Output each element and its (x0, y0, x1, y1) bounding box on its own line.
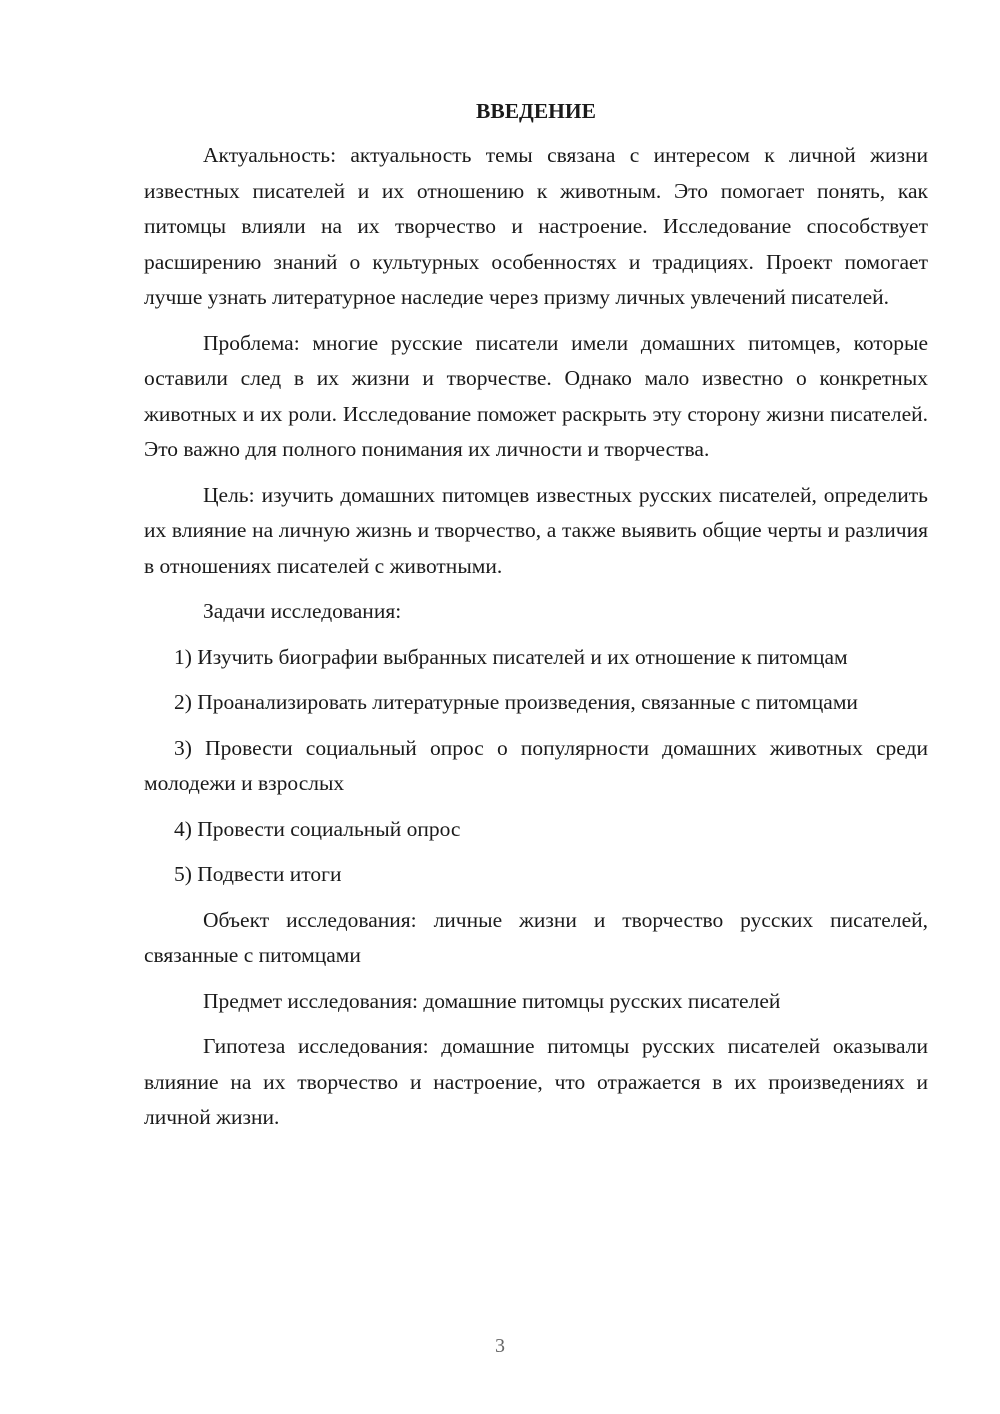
page-number: 3 (495, 1335, 505, 1357)
hypothesis-paragraph: Гипотеза исследования: домашние питомцы русских писателей оказывали влияние на их творчество и настроение, что отражается в их произведениях и личной жизни. (144, 1034, 928, 1129)
problem-paragraph: Проблема: многие русские писатели имели домашних питомцев, которые оставили след в их жизни и творчестве. Однако мало известно о конкретных животных и их роли. Исследование поможет раскрыть эту сторону жизни писателей. Это важно для полного понимания их личности и творчества. (144, 330, 928, 461)
goal-paragraph: Цель: изучить домашних питомцев известных русских писателей, определить их влияние на личную жизнь и творчество, а также выявить общие черты и различия в отношениях писателей с животными. (144, 482, 928, 578)
task-item-2: 2) Проанализировать литературные произведения, связанные с питомцами (174, 690, 858, 714)
task-item-3: 3) Провести социальный опрос о популярности домашних животных среди молодежи и взрослых (144, 735, 928, 795)
subject-paragraph: Предмет исследования: домашние питомцы русских писателей (203, 988, 781, 1013)
relevance-paragraph: Актуальность: актуальность темы связана с интересом к личной жизни известных писателей и их отношению к животным. Это помогает понять, как питомцы влияли на их творчество и настроение. Исследование способствует расширению знаний о культурных особенностях и традициях. Проект помогает лучше узнать литературное наследие через призму личных увлечений писателей. (144, 143, 928, 309)
page-title: ВВЕДЕНИЕ (476, 99, 596, 123)
task-item-5: 5) Подвести итоги (174, 862, 342, 886)
task-item-4: 4) Провести социальный опрос (174, 816, 461, 841)
document-page (144, 96, 928, 1146)
tasks-heading: Задачи исследования: (203, 599, 402, 623)
object-paragraph: Объект исследования: личные жизни и творчество русских писателей, связанные с питомцами (144, 907, 928, 967)
task-item-1: 1) Изучить биографии выбранных писателей и их отношение к питомцам (174, 644, 848, 669)
